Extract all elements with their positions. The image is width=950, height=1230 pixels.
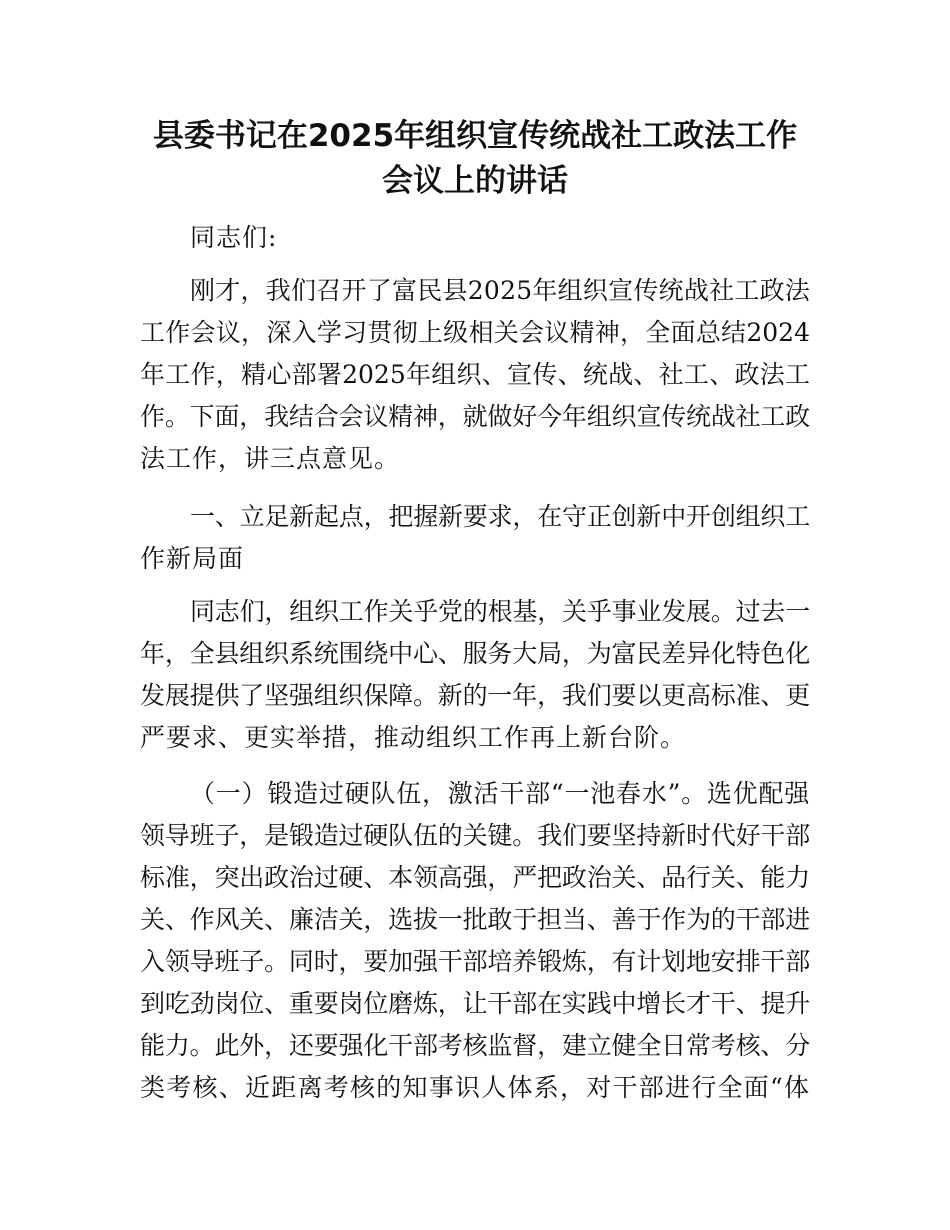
- paragraph-cadres: [140, 773, 810, 1109]
- paragraph-line: 入领导班子。同时，要加强干部培养锻炼，有计划地安排干部: [140, 947, 810, 976]
- paragraph-line: 一、立足新起点，把握新要求，在守正创新中开创组织工: [190, 502, 810, 531]
- greeting-text: 同志们:: [190, 223, 278, 252]
- paragraph-line: 严要求、更实举措，推动组织工作再上新台阶。: [140, 723, 687, 752]
- paragraph-line: 年，全县组织系统围绕中心、服务大局，为富民差异化特色化: [140, 639, 810, 668]
- paragraph-line: 同志们，组织工作关乎党的根基，关乎事业发展。过去一: [190, 597, 810, 626]
- paragraph-line: 能力。此外，还要强化干部考核监督，建立健全日常考核、分: [140, 1031, 810, 1060]
- paragraph-organization: [140, 591, 810, 759]
- document-title-line-1: 县委书记在2025年组织宣传统战社工政法工作: [152, 118, 798, 154]
- paragraph-line: 类考核、近距离考核的知事识人体系，对干部进行全面“体: [140, 1073, 810, 1102]
- paragraph-line: 作。下面，我结合会议精神，就做好今年组织宣传统战社工政: [140, 402, 810, 431]
- greeting: [140, 217, 810, 259]
- paragraph-line: 到吃劲岗位、重要岗位磨炼，让干部在实践中增长才干、提升: [140, 989, 810, 1018]
- paragraph-line: 作新局面: [140, 544, 245, 573]
- paragraph-intro: [140, 270, 810, 480]
- paragraph-line: 标准，突出政治过硬、本领高强，严把政治关、品行关、能力: [140, 863, 810, 892]
- paragraph-line: 关、作风关、廉洁关，选拔一批敢于担当、善于作为的干部进: [140, 905, 810, 934]
- paragraph-line: 刚才，我们召开了富民县2025年组织宣传统战社工政法: [190, 276, 811, 305]
- document-title-line-2: 会议上的讲话: [382, 163, 568, 199]
- paragraph-line: 法工作，讲三点意见。: [140, 444, 401, 473]
- paragraph-line: （一）锻造过硬队伍，激活干部“一池春水”。选优配强: [190, 779, 810, 808]
- paragraph-line: 年工作，精心部署2025年组织、宣传、统战、社工、政法工: [140, 360, 810, 389]
- paragraph-line: 发展提供了坚强组织保障。新的一年，我们要以更高标准、更: [140, 681, 810, 710]
- paragraph-line: 工作会议，深入学习贯彻上级相关会议精神，全面总结2024: [140, 318, 810, 347]
- paragraph-line: 领导班子，是锻造过硬队伍的关键。我们要坚持新时代好干部: [140, 821, 810, 850]
- section-heading-1: [140, 496, 810, 580]
